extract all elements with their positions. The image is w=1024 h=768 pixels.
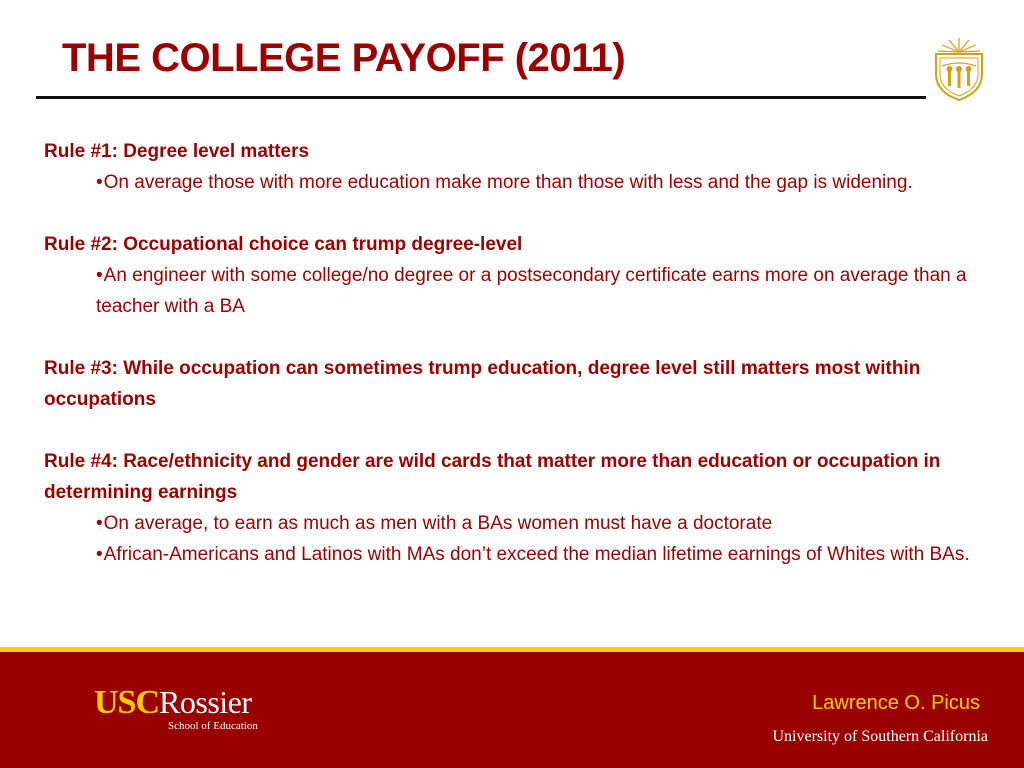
title-divider xyxy=(36,96,926,99)
bullet-text: On average those with more education make more than those with less and the gap is widening. xyxy=(103,172,913,193)
bullet-marker: • xyxy=(96,544,103,565)
rule-bullet xyxy=(44,539,994,570)
rule-heading: Rule #2: Occupational choice can trump degree-level xyxy=(44,234,523,255)
footer-bar xyxy=(0,652,1024,768)
slide-title: THE COLLEGE PAYOFF (2011) xyxy=(62,36,626,80)
logo-usc-text: USC xyxy=(94,684,160,721)
university-name: University of Southern California xyxy=(772,728,988,745)
logo-rossier-text: Rossier xyxy=(159,684,252,720)
bullet-text: An engineer with some college/no degree or a postsecondary certificate earns more on average than a teacher with a BA xyxy=(96,265,967,317)
usc-seal-shield-icon xyxy=(932,36,986,102)
bullet-text: African-Americans and Latinos with MAs don’t exceed the median lifetime earnings of Whites with BAs. xyxy=(103,544,970,565)
rule-bullet xyxy=(44,167,994,198)
usc-rossier-logo xyxy=(94,684,258,732)
rule-heading: Rule #3: While occupation can sometimes trump education, degree level still matters most within occupations xyxy=(44,358,921,410)
rule-bullet xyxy=(44,508,994,539)
paragraph-spacer xyxy=(44,322,994,353)
slide-body xyxy=(44,136,994,570)
paragraph-spacer xyxy=(44,198,994,229)
bullet-text: On average, to earn as much as men with a BAs women must have a doctorate xyxy=(103,513,773,534)
rule-heading: Rule #4: Race/ethnicity and gender are wild cards that matter more than education or occupation in determining earnings xyxy=(44,451,941,503)
logo-school-text: School of Education xyxy=(168,720,258,732)
rule-heading: Rule #1: Degree level matters xyxy=(44,141,310,162)
paragraph-spacer xyxy=(44,415,994,446)
bullet-marker: • xyxy=(96,513,103,534)
rule-bullet xyxy=(44,260,994,322)
bullet-marker: • xyxy=(96,172,103,193)
bullet-marker: • xyxy=(96,265,103,286)
presenter-name: Lawrence O. Picus xyxy=(812,692,980,714)
